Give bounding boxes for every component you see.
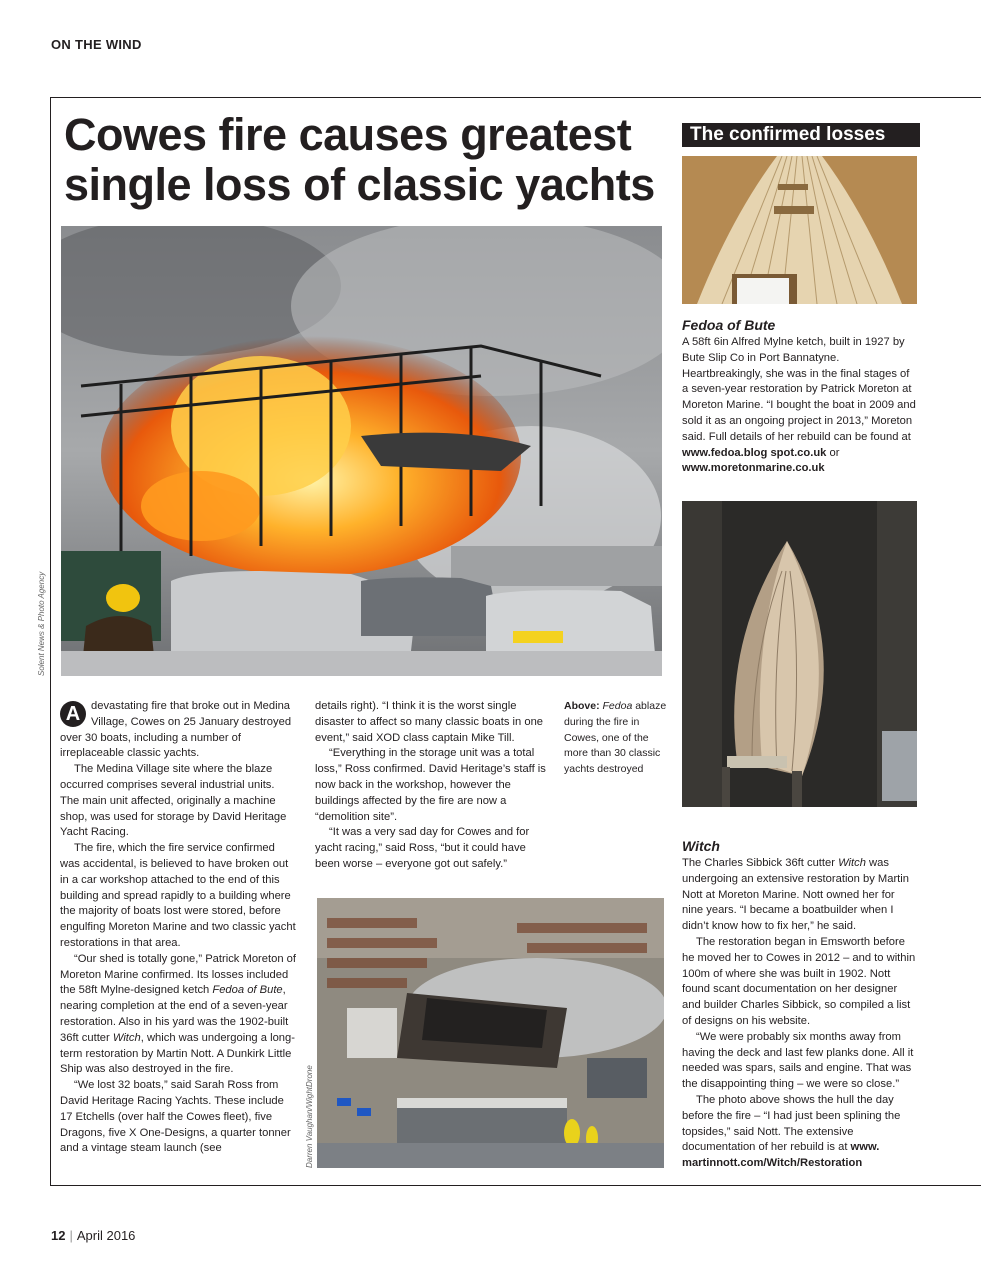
witch-text-4: The photo above shows the hull the day before the fire – “I had just been splining the topsides,” said Nott. The extensive documentation of her rebuild is at (682, 1093, 901, 1154)
witch-hull-photo (682, 501, 917, 807)
paragraph-4-text-a: “Our shed is totally gone,” Patrick Moreton of Moreton Marine confirmed. Its losses included the 58ft Mylne-designed ketch (60, 952, 296, 997)
sidebar-heading: The confirmed losses (682, 123, 920, 147)
photo-caption (564, 699, 670, 778)
paragraph-5: “We lost 32 boats,” said Sarah Ross from David Heritage Racing Yachts. These include 17 Etchells (over half the Cowes fleet), five Dragons, five X One-Designs, a quarter tonner and a vintage steam launch (see (60, 1079, 291, 1155)
paragraph-4 (60, 952, 296, 1078)
paragraph-4-text-c: , which was undergoing a long-term restoration by Martin Nott. A Dunkirk Little Ship was also destroyed in the fire. (60, 1031, 295, 1076)
page-folio (51, 1228, 135, 1243)
aerial-illustration (317, 898, 664, 1168)
main-fire-photo (61, 226, 662, 676)
witch-text-a: The Charles Sibbick 36ft cutter (682, 857, 839, 869)
boat-name-fedoa: Fedoa of Bute (212, 984, 283, 997)
page-frame-bottom (50, 1185, 981, 1186)
paragraph-1 (60, 699, 296, 762)
witch-paragraph-2: The restoration began in Emsworth before he moved her to Cowes in 2012 – and to within 100m of where she was built in 1902. Nott found scant documentation on her designer and builder Charles Sibbick, so compiled a list of designs on his website. (682, 935, 916, 1027)
fire-illustration (61, 226, 662, 676)
page-frame-top (50, 97, 981, 98)
fedoa-link[interactable]: www.fedoa.blog spot.co.uk (682, 446, 827, 459)
aerial-photo-credit: Darren Vaughan/WightDrone (305, 1065, 314, 1168)
page-number: 12 (51, 1228, 66, 1243)
caption-text: ablaze during the fire in Cowes, one of the more than 30 classic yachts destroyed (564, 700, 667, 776)
witch-paragraph-1 (682, 856, 918, 935)
fedoa-description (682, 335, 918, 477)
witch-title: Witch (682, 838, 720, 854)
paragraph-3: The fire, which the fire service confirmed was accidental, is believed to have broken out in a car workshop attached to the end of this building and spread rapidly to a building where the majority of boats lost were stored, before engulfing Moreton Marine and two classic yacht restorations in that area. (60, 842, 296, 949)
page-frame-left (50, 97, 51, 1186)
paragraph-2: The Medina Village site where the blaze occurred comprises several industrial units. The main unit affected, originally a machine shop, was used for storage by David Heritage Yacht Racing. (60, 763, 287, 839)
caption-label: Above: (564, 700, 600, 712)
witch-text-b: was undergoing an extensive restoration by Martin Nott at Moreton Marine. Nott owned her for nine years. “I became a boatbuilder when I didn’t know how to fix her,” he said. (682, 857, 909, 933)
section-label: ON THE WIND (51, 37, 142, 52)
caption-boat-name: Fedoa (602, 700, 633, 712)
deck-illustration (682, 156, 917, 304)
witch-boat-name: Witch (838, 857, 866, 869)
moreton-marine-link[interactable]: www.moretonmarine.co.uk (682, 462, 825, 475)
folio-separator: | (69, 1228, 73, 1243)
drop-cap: A (60, 701, 86, 727)
paragraph-6: details right). “I think it is the worst single disaster to affect so many classic boats in one event,” said XOD class captain Mike Till. (315, 700, 544, 744)
issue-date: April 2016 (76, 1228, 136, 1243)
article-column-1 (60, 699, 296, 1157)
paragraph-4-text-b: , nearing completion at the end of a seven-year restoration. Also in his yard was the 1902-built 36ft cutter (60, 984, 289, 1044)
witch-paragraph-4 (682, 1093, 918, 1172)
paragraph-1-text: devastating fire that broke out in Medina Village, Cowes on 25 January destroyed over 30 boats, including a number of irreplaceable classic yachts. (60, 700, 292, 760)
aerial-photo (317, 898, 664, 1168)
headline: Cowes fire causes greatest single loss of classic yachts (64, 109, 655, 210)
fedoa-deck-photo (682, 156, 917, 304)
paragraph-8: “It was a very sad day for Cowes and for yacht racing,” said Ross, “but it could have been worse – everyone got out safely.” (315, 826, 530, 870)
paragraph-7: “Everything in the storage unit was a total loss,” Ross confirmed. David Heritage’s staff is now back in the workshop, however the buildings affected by the fire are now a “demolition site”. (315, 747, 546, 823)
witch-description (682, 856, 918, 1172)
fedoa-paragraph (682, 335, 918, 477)
martin-nott-link[interactable]: www. martinnott.com/Witch/Restoration (682, 1141, 880, 1170)
hull-illustration (682, 501, 917, 807)
main-photo-credit: Solent News & Photo Agency (37, 571, 46, 676)
boat-name-witch: Witch (112, 1031, 141, 1044)
article-column-2 (315, 699, 551, 873)
fedoa-text: A 58ft 6in Alfred Mylne ketch, built in 1927 by Bute Slip Co in Port Bannatyne. Heartbreakingly, she was in the final stages of a seven-year restoration by Patrick Moreton at Moreton Marine. “I bought the boat in 2009 and sold it as an ongoing project in 2013,” Moreton said. Full details of her rebuild can be found at (682, 336, 916, 443)
witch-paragraph-3: “We were probably six months away from having the deck and last few planks done. All it needed was spars, sails and engine. That was the disappointing thing – we were so close.” (682, 1030, 914, 1091)
fedoa-or: or (826, 446, 840, 459)
fedoa-title: Fedoa of Bute (682, 317, 776, 333)
